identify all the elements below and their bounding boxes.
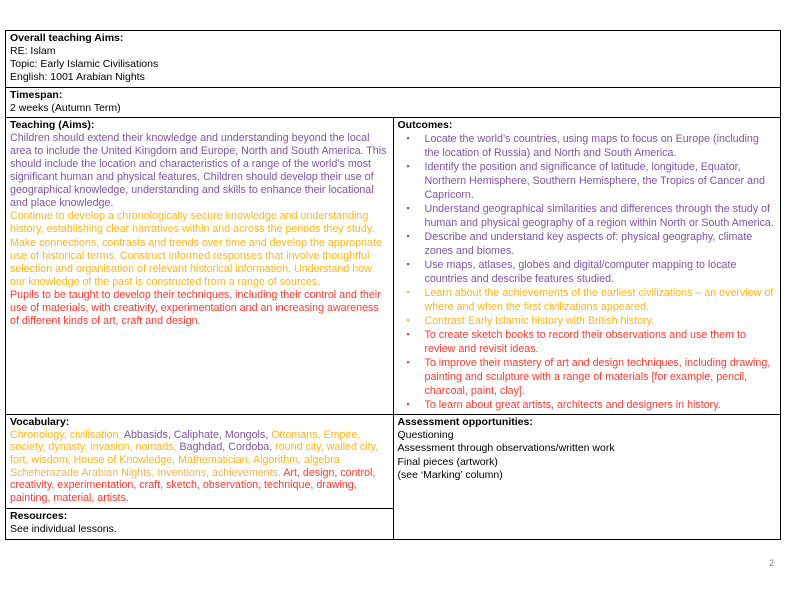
- outcome-item: ▪ Identify the position and significance of latitude, longitude, Equator, Northern Hemisphere, Southern Hemisphere, the Tropics of Cancer and Capricorn.: [415, 160, 777, 202]
- vocabulary-terms: [10, 429, 389, 505]
- outcome-item: ▪ Contrast Early Islamic history with British history.: [415, 314, 777, 328]
- teaching-aims-history-text: Continue to develop a chronologically secure knowledge and understanding history, establishing clear narratives within and across the periods they study. Make connections, contrasts and trends over time and develop the appropriate use of historical terms. Construct informed responses that involve thoughtful selection and organisation of relevant historical information. Understand how our knowledge of the past is constructed from a range of sources.: [10, 210, 382, 288]
- table-row-aims-outcomes: [6, 117, 781, 414]
- teaching-aims-heading: Teaching (Aims):: [10, 118, 95, 131]
- outcomes-heading: Outcomes:: [397, 118, 453, 131]
- vocabulary-segment: Scheherazade Arabian Nights, Inventions, achievements.: [10, 466, 284, 479]
- cell-assessment: [393, 414, 781, 539]
- overall-aims-line-english: English: 1001 Arabian Nights: [10, 71, 145, 84]
- timespan-heading: Timespan:: [10, 88, 63, 101]
- vocabulary-segment: Chronology, civilisation,: [10, 428, 124, 441]
- outcome-item: ▪ To learn about great artists, architects and designers in history.: [415, 398, 777, 412]
- page-number: 2: [768, 558, 774, 568]
- cell-outcomes: [393, 117, 781, 414]
- vocabulary-segment: Abbasids, Caliphate, Mongols,: [123, 428, 272, 441]
- assessment-line-final-pieces: Final pieces (artwork): [397, 455, 498, 468]
- table-row-vocabulary-assessment: [6, 414, 781, 508]
- table-row-timespan: [6, 87, 781, 117]
- resources-value: See individual lessons.: [10, 522, 117, 535]
- assessment-heading: Assessment opportunities:: [397, 415, 533, 428]
- resources-heading: Resources:: [10, 509, 68, 522]
- lesson-plan-table: [5, 30, 781, 540]
- cell-timespan: [6, 87, 781, 117]
- outcome-item: ▪ Locate the world’s countries, using maps to focus on Europe (including the location of Russia) and North and South America.: [415, 132, 777, 160]
- vocabulary-segment: Ottomans, Empire, society, dynasty, invasion, nomads,: [10, 428, 361, 454]
- table-row-overall-aims: [6, 31, 781, 88]
- outcome-item: ▪ To improve their mastery of art and design techniques, including drawing, painting and sculpture with a range of materials [for example, pencil, charcoal, paint, clay].: [415, 356, 777, 398]
- cell-teaching-aims: [6, 117, 394, 414]
- teaching-aims-geography-text: Children should extend their knowledge and understanding beyond the local area to include the United Kingdom and Europe, North and South America. This should include the location and characteristics of a range of the world’s most significant human and physical features. Children should develop their use of geographical knowledge, understanding and skills to enhance their locational and place knowledge.: [10, 131, 387, 210]
- vocabulary-segment: Baghdad, Cordoba,: [179, 441, 276, 454]
- overall-aims-line-re: RE: Islam: [10, 45, 56, 57]
- timespan-value: 2 weeks (Autumn Term): [10, 101, 121, 114]
- assessment-line-observations: Assessment through observations/written work: [397, 442, 615, 455]
- vocabulary-segment: Art, design, control, creativity, experimentation, craft, sketch, observation, technique, drawing, painting, material, artists.: [10, 466, 376, 504]
- assessment-line-marking-ref: (see ‘Marking’ column): [397, 469, 503, 482]
- assessment-line-questioning: Questioning: [397, 428, 454, 441]
- outcomes-list: [398, 132, 777, 412]
- cell-overall-aims: [6, 31, 781, 88]
- outcome-item: ▪ To create sketch books to record their observations and use them to review and revisit ideas.: [415, 328, 777, 356]
- overall-aims-line-topic: Topic: Early Islamic Civilisations: [10, 58, 159, 71]
- teaching-aims-art-text: Pupils to be taught to develop their techniques, including their control and their use of materials, with creativity, experimentation and an increasing awareness of different kinds of art, craft and design.: [10, 288, 381, 328]
- cell-vocabulary: [6, 414, 394, 508]
- outcome-item: ▪ Describe and understand key aspects of: physical geography, climate zones and biomes.: [415, 230, 777, 258]
- overall-aims-heading: Overall teaching Aims:: [10, 32, 124, 44]
- cell-resources: [6, 508, 394, 539]
- outcome-item: ▪ Use maps, atlases, globes and digital/computer mapping to locate countries and describe features studied.: [415, 258, 777, 286]
- vocabulary-heading: Vocabulary:: [10, 415, 70, 428]
- vocabulary-segment: round city, walled city, fort, wisdom, House of Knowledge, Mathematician, Algorithm, algebra: [10, 441, 379, 466]
- outcome-item: ▪ Understand geographical similarities and differences through the study of human and physical geography of a region within North or South America.: [415, 202, 777, 230]
- outcome-item: ▪ Learn about the achievements of the earliest civilizations – an overview of where and when the first civilizations appeared.: [415, 286, 777, 314]
